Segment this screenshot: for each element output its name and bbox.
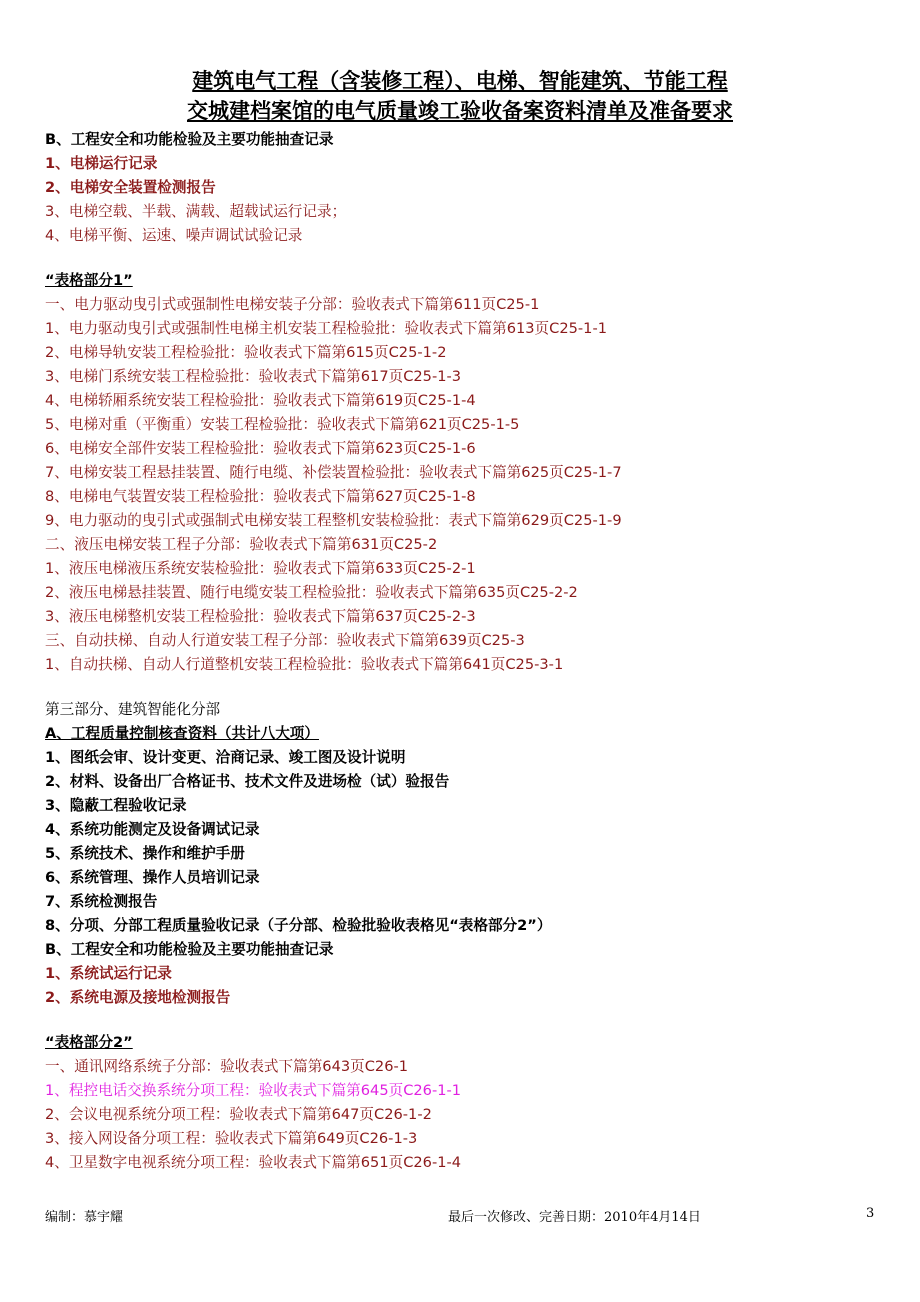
text-line: 三、自动扶梯、自动人行道安装工程子分部：验收表式下篇第639页C25-3	[45, 632, 525, 649]
blank-line	[45, 677, 905, 698]
text-line: 2、会议电视系统分项工程：验收表式下篇第647页C26-1-2	[45, 1106, 432, 1123]
text-line: 1、电力驱动曳引式或强制性电梯主机安装工程检验批：验收表式下篇第613页C25-1-1	[45, 320, 608, 337]
text-line: 3、电梯空载、半载、满载、超载试运行记录；	[45, 203, 347, 220]
text-line: 9、电力驱动的曳引式或强制式电梯安装工程整机安装检验批：表式下篇第629页C25-1-9	[45, 512, 622, 529]
text-line: 7、电梯安装工程悬挂装置、随行电缆、补偿装置检验批：验收表式下篇第625页C25-1-7	[45, 464, 622, 481]
text-line: 1、自动扶梯、自动人行道整机安装工程检验批：验收表式下篇第641页C25-3-1	[45, 656, 564, 673]
text-line: 3、电梯门系统安装工程检验批：验收表式下篇第617页C25-1-3	[45, 368, 462, 385]
text-line: 3、接入网设备分项工程：验收表式下篇第649页C26-1-3	[45, 1130, 418, 1147]
text-line: B、工程安全和功能检验及主要功能抽查记录	[45, 131, 334, 148]
text-line: 2、系统电源及接地检测报告	[45, 989, 231, 1006]
text-line: 7、系统检测报告	[45, 893, 158, 910]
text-line: 8、分项、分部工程质量验收记录（子分部、检验批验收表格见“表格部分2”）	[45, 917, 552, 934]
text-line: “表格部分2”	[45, 1034, 133, 1051]
text-line: 2、液压电梯悬挂装置、随行电缆安装工程检验批：验收表式下篇第635页C25-2-2	[45, 584, 578, 601]
text-line: “表格部分1”	[45, 272, 133, 289]
text-line: 2、电梯导轨安装工程检验批：验收表式下篇第615页C25-1-2	[45, 344, 447, 361]
text-line: 2、电梯安全装置检测报告	[45, 179, 216, 196]
footer-date: 最后一次修改、完善日期：2010年4月14日	[448, 1210, 701, 1225]
text-line: 1、电梯运行记录	[45, 155, 158, 172]
text-line: 1、液压电梯液压系统安装检验批：验收表式下篇第633页C25-2-1	[45, 560, 476, 577]
text-line: 5、系统技术、操作和维护手册	[45, 845, 245, 862]
page-title-line-2: 交城建档案馆的电气质量竣工验收备案资料清单及准备要求	[187, 98, 733, 123]
text-line: 二、液压电梯安装工程子分部：验收表式下篇第631页C25-2	[45, 536, 438, 553]
text-line: 8、电梯电气装置安装工程检验批：验收表式下篇第627页C25-1-8	[45, 488, 476, 505]
text-line: B、工程安全和功能检验及主要功能抽查记录	[45, 941, 334, 958]
text-line: 4、系统功能测定及设备调试记录	[45, 821, 260, 838]
text-line: 6、电梯安全部件安装工程检验批：验收表式下篇第623页C25-1-6	[45, 440, 476, 457]
text-line: 5、电梯对重（平衡重）安装工程检验批：验收表式下篇第621页C25-1-5	[45, 416, 520, 433]
text-line: 3、隐蔽工程验收记录	[45, 797, 187, 814]
blank-line	[45, 1010, 905, 1031]
text-line: 1、系统试运行记录	[45, 965, 172, 982]
blank-line	[45, 248, 905, 269]
page-footer	[0, 1206, 920, 1228]
document-body	[45, 128, 905, 1175]
text-line: 一、通讯网络系统子分部：验收表式下篇第643页C26-1	[45, 1058, 409, 1075]
text-line: 1、图纸会审、设计变更、洽商记录、竣工图及设计说明	[45, 749, 406, 766]
text-line: 4、卫星数字电视系统分项工程：验收表式下篇第651页C26-1-4	[45, 1154, 462, 1171]
text-line: 4、电梯平衡、运速、噪声调试试验记录	[45, 227, 303, 244]
text-line: 2、材料、设备出厂合格证书、技术文件及进场检（试）验报告	[45, 773, 450, 790]
page-title-line-1: 建筑电气工程（含装修工程）、电梯、智能建筑、节能工程	[192, 68, 728, 93]
text-line: 6、系统管理、操作人员培训记录	[45, 869, 260, 886]
footer-author: 编制：慕宇耀	[45, 1210, 124, 1225]
text-line: 一、电力驱动曳引式或强制性电梯安装子分部：验收表式下篇第611页C25-1	[45, 296, 540, 313]
footer-page-number: 3	[866, 1206, 875, 1221]
text-line: 第三部分、建筑智能化分部	[45, 701, 221, 718]
text-line: 1、程控电话交换系统分项工程：验收表式下篇第645页C26-1-1	[45, 1082, 462, 1099]
text-line: 4、电梯轿厢系统安装工程检验批：验收表式下篇第619页C25-1-4	[45, 392, 476, 409]
text-line: A、工程质量控制核查资料（共计八大项）	[45, 725, 319, 742]
text-line: 3、液压电梯整机安装工程检验批：验收表式下篇第637页C25-2-3	[45, 608, 476, 625]
